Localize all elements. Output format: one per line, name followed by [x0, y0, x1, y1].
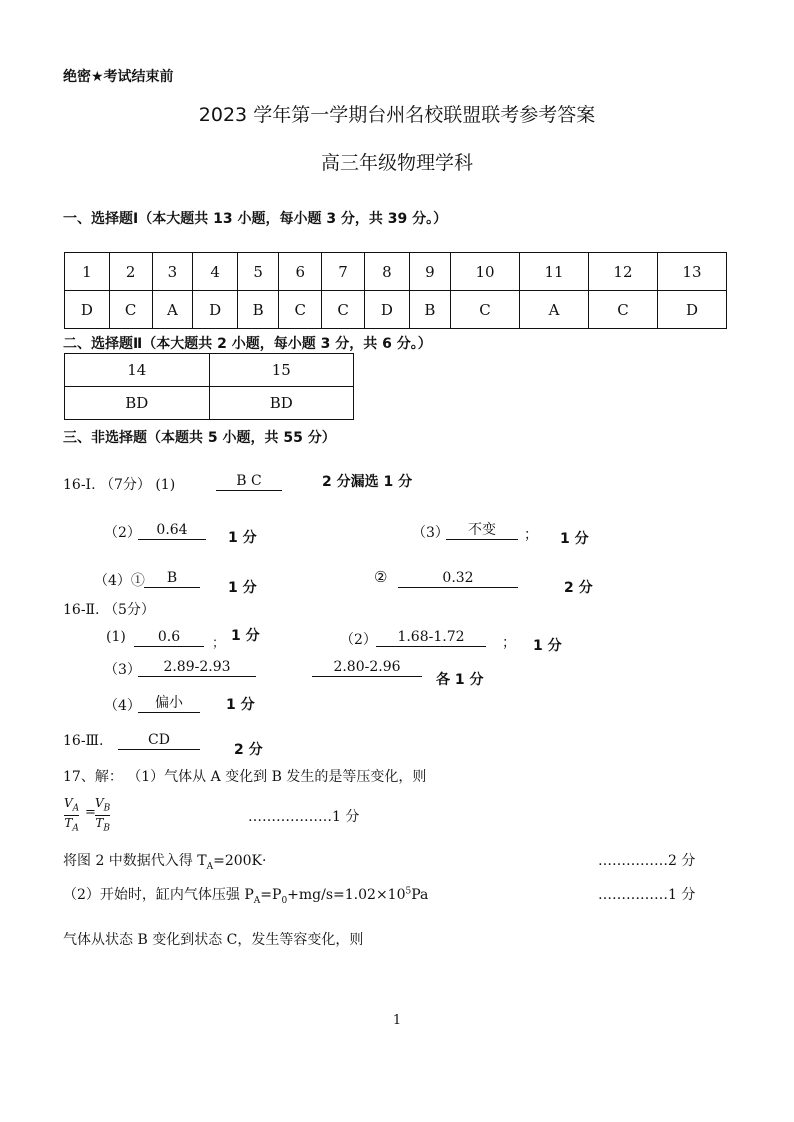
q16-1-answer-4b: 0.32	[398, 569, 518, 588]
question-number-cell: 12	[588, 253, 657, 291]
section1-heading: 一、选择题Ⅰ（本大题共 13 小题，每小题 3 分，共 39 分。）	[63, 211, 448, 227]
q16-1-score-1: 2 分漏选 1 分	[322, 474, 413, 490]
section1-answer-table	[64, 252, 727, 329]
q16-2-separator-2: ；	[502, 635, 516, 651]
answer-cell: C	[588, 291, 657, 329]
q16-1-answer-3: 不变	[446, 521, 518, 540]
q16-3-label: 16-Ⅲ.	[63, 733, 104, 749]
question-number-cell: 5	[237, 253, 278, 291]
confidential-label: 绝密★考试结束前	[63, 69, 174, 85]
page-number: 1	[392, 1013, 402, 1028]
question-number-cell: 3	[152, 253, 193, 291]
q16-2-score-3: 各 1 分	[436, 672, 484, 688]
q16-2-answer-2: 1.68-1.72	[376, 628, 486, 647]
q16-2-score-1: 1 分	[231, 628, 260, 644]
answer-cell: B	[237, 291, 278, 329]
q16-2-part-2: （2）	[340, 632, 377, 648]
question-number-cell: 10	[451, 253, 520, 291]
answer-cell: D	[657, 291, 726, 329]
q17-score-1: ………………1 分	[248, 809, 360, 825]
q17-intro: 17、解： （1）气体从 A 变化到 B 发生的是等压变化，则	[63, 769, 427, 785]
q16-1-part-4: （4）①	[94, 573, 145, 589]
q17-score-3: ……………1 分	[598, 887, 696, 903]
q16-2-part-4: （4）	[104, 698, 141, 714]
formula-equals: =	[85, 805, 96, 820]
q16-2-answer-1: 0.6	[134, 628, 204, 647]
question-number-cell: 15	[209, 354, 354, 387]
q16-2-label: 16-Ⅱ. （5分）	[63, 602, 155, 618]
q17-line-2: 将图 2 中数据代入得 $T_A=200K\cdot$	[63, 853, 267, 872]
q16-1-score-2: 1 分	[228, 530, 257, 546]
q17-line-3: （2）开始时，缸内气体压强 $P_A=P_0+mg/s=1.02\times 10^5Pa$	[63, 886, 429, 906]
section2-heading: 二、选择题Ⅱ（本大题共 2 小题，每小题 3 分，共 6 分。）	[63, 336, 432, 352]
question-number-cell: 6	[279, 253, 322, 291]
section3-heading: 三、非选择题（本题共 5 小题，共 55 分）	[63, 430, 336, 446]
table-row	[65, 291, 727, 329]
q16-2-answer-4: 偏小	[138, 694, 200, 713]
answer-cell: D	[65, 291, 110, 329]
q16-2-separator-1: ；	[212, 636, 226, 651]
answer-cell: A	[152, 291, 193, 329]
answer-cell: D	[193, 291, 238, 329]
q16-2-score-4: 1 分	[226, 697, 255, 713]
q16-1-part-4b: ②	[374, 568, 388, 586]
answer-cell: BD	[65, 387, 210, 420]
table-row	[65, 387, 354, 420]
q17-line-4: 气体从状态 B 变化到状态 C，发生等容变化，则	[63, 932, 364, 948]
answer-cell: C	[109, 291, 152, 329]
answer-cell: B	[409, 291, 450, 329]
q16-1-score-4b: 2 分	[564, 580, 593, 596]
q16-1-answer-2: 0.64	[138, 521, 206, 540]
section2-answer-table	[64, 353, 354, 420]
q16-1-part-3: （3）	[412, 525, 449, 541]
question-number-cell: 14	[65, 354, 210, 387]
question-number-cell: 8	[365, 253, 410, 291]
q16-1-part-2: （2）	[104, 525, 141, 541]
q16-1-label: 16-Ⅰ. （7分） (1)	[63, 477, 176, 493]
answer-cell: C	[279, 291, 322, 329]
page-subtitle: 高三年级物理学科	[320, 152, 473, 174]
q16-3-answer: CD	[118, 731, 200, 750]
q16-2-part-1: (1)	[106, 629, 126, 645]
answer-cell: D	[365, 291, 410, 329]
formula-vb-over-tb: $V_B$ $T_B$	[95, 796, 111, 834]
page-title: 2023 学年第一学期台州名校联盟联考参考答案	[198, 104, 596, 126]
q16-1-score-4: 1 分	[228, 580, 257, 596]
question-number-cell: 13	[657, 253, 726, 291]
answer-cell: A	[520, 291, 589, 329]
question-number-cell: 11	[520, 253, 589, 291]
q16-3-score: 2 分	[234, 742, 263, 758]
q16-1-answer-1: B C	[216, 472, 282, 491]
q16-1-score-3: 1 分	[560, 531, 589, 547]
question-number-cell: 4	[193, 253, 238, 291]
q16-1-answer-4: B	[144, 569, 200, 588]
q16-2-answer-3b: 2.80-2.96	[312, 658, 422, 677]
question-number-cell: 9	[409, 253, 450, 291]
q17-score-2: ……………2 分	[598, 853, 696, 869]
question-number-cell: 2	[109, 253, 152, 291]
question-number-cell: 1	[65, 253, 110, 291]
q16-1-separator-3: ；	[524, 527, 538, 543]
q16-2-answer-3a: 2.89-2.93	[138, 658, 256, 677]
formula-va-over-ta: $V_A$ $T_A$	[64, 796, 80, 834]
answer-cell: C	[322, 291, 365, 329]
answer-cell: BD	[209, 387, 354, 420]
q16-2-part-3: （3）	[104, 662, 141, 678]
q16-2-score-2: 1 分	[533, 638, 562, 654]
table-row	[65, 253, 727, 291]
table-row	[65, 354, 354, 387]
answer-cell: C	[451, 291, 520, 329]
question-number-cell: 7	[322, 253, 365, 291]
